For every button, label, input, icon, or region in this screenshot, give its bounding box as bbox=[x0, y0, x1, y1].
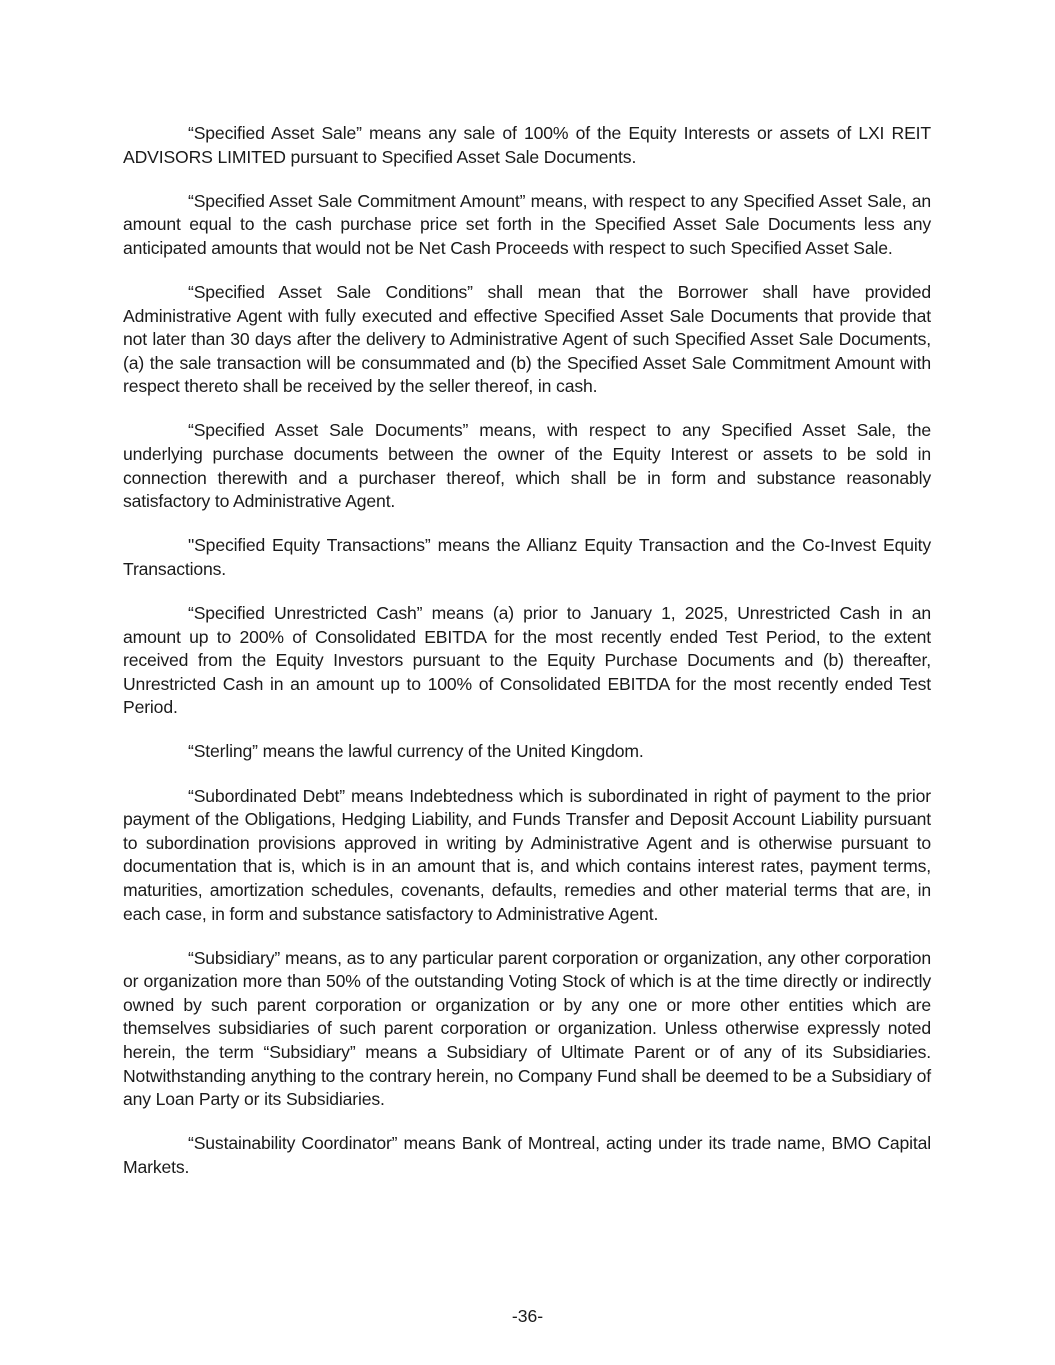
defined-term: “Specified Asset Sale Documents” bbox=[188, 420, 469, 441]
definition-text: means any sale of 100% of the Equity Interests or assets of LXI REIT ADVISORS LIMITED pursuant to Specified Asset Sale Documents. bbox=[123, 123, 931, 167]
defined-term: “Subsidiary” bbox=[188, 947, 281, 968]
definition-sustainability-coordinator bbox=[123, 1132, 931, 1179]
defined-term: "Specified Equity Transactions” bbox=[188, 535, 431, 556]
definition-subsidiary bbox=[123, 947, 931, 1112]
definition-text: means the Allianz Equity Transaction and the Co-Invest Equity Transactions. bbox=[123, 535, 931, 579]
definition-text: means Bank of Montreal, acting under its trade name, BMO Capital Markets. bbox=[123, 1133, 931, 1177]
definition-specified-unrestricted-cash bbox=[123, 602, 931, 720]
definition-sterling bbox=[123, 740, 931, 764]
definition-specified-equity-transactions bbox=[123, 534, 931, 581]
page-number: -36- bbox=[511, 1306, 544, 1326]
defined-term: “Specified Asset Sale Conditions” bbox=[188, 281, 473, 302]
definition-text: means the lawful currency of the United Kingdom. bbox=[257, 741, 644, 762]
definition-specified-asset-sale-conditions bbox=[123, 281, 931, 399]
definition-text: means, with respect to any Specified Asset Sale, the underlying purchase documents between the owner of the Equity Interest or assets to be sold in connection therewith and a purchaser thereof, which shall be in form and substance reasonably satisfactory to Administrative Agent. bbox=[123, 420, 932, 512]
defined-term: “Sustainability Coordinator” bbox=[188, 1133, 398, 1154]
definition-specified-asset-sale bbox=[123, 122, 931, 169]
defined-term: “Specified Unrestricted Cash” bbox=[188, 603, 423, 623]
definition-specified-asset-sale-commitment-amount bbox=[123, 190, 931, 261]
definition-text: means Indebtedness which is subordinated in right of payment to the prior payment of the Obligations, Hedging Liability, and Funds Transfer and Deposit Account Liability pursuant to subordination provisions approved in writing by Administrative Agent and is otherwise pursuant to documentation that is, which is in an amount that is, and which contains interest rates, payment terms, maturities, amortization schedules, covenants, defaults, remedies and other material terms that are, in each case, in form and substance satisfactory to Administrative Agent. bbox=[123, 785, 931, 924]
defined-term: “Specified Asset Sale” bbox=[188, 123, 362, 143]
document-body bbox=[123, 122, 931, 1200]
defined-term: “Sterling” bbox=[188, 741, 258, 762]
definition-text: shall mean that the Borrower shall have provided Administrative Agent with fully executed and effective Specified Asset Sale Documents that provide that not later than 30 days after the delivery to Administrative Agent of such Specified Asset Sale Documents, (a) the sale transaction will be consummated and (b) the Specified Asset Sale Commitment Amount with respect thereto shall be received by the seller thereof, in cash. bbox=[123, 281, 931, 397]
definition-subordinated-debt bbox=[123, 785, 931, 927]
defined-term: “Specified Asset Sale Commitment Amount” bbox=[188, 190, 526, 211]
definition-text: means (a) prior to January 1, 2025, Unrestricted Cash in an amount up to 200% of Consolidated EBITDA for the most recently ended Test Period, to the extent received from the Equity Investors pursuant to the Equity Purchase Documents and (b) thereafter, Unrestricted Cash in an amount up to 100% of Consolidated EBITDA for the most recently ended Test Period. bbox=[123, 603, 932, 718]
definition-specified-asset-sale-documents bbox=[123, 419, 931, 513]
definition-text: means, as to any particular parent corporation or organization, any other corporation or organization more than 50% of the outstanding Voting Stock of which is at the time directly or indirectly owned by such parent corporation or organization or by any one or more other entities which are themselves subsidiaries of such parent corporation or organization. Unless otherwise expressly noted herein, the term “Subsidiary” means a Subsidiary of Ultimate Parent or of any of its Subsidiaries. Notwithstanding anything to the contrary herein, no Company Fund shall be deemed to be a Subsidiary of any Loan Party or its Subsidiaries. bbox=[123, 947, 931, 1110]
defined-term: “Subordinated Debt” bbox=[188, 785, 345, 806]
definition-text: means, with respect to any Specified Asset Sale, an amount equal to the cash purchase price set forth in the Specified Asset Sale Documents less any anticipated amounts that would not be Net Cash Proceeds with respect to such Specified Asset Sale. bbox=[123, 190, 931, 258]
